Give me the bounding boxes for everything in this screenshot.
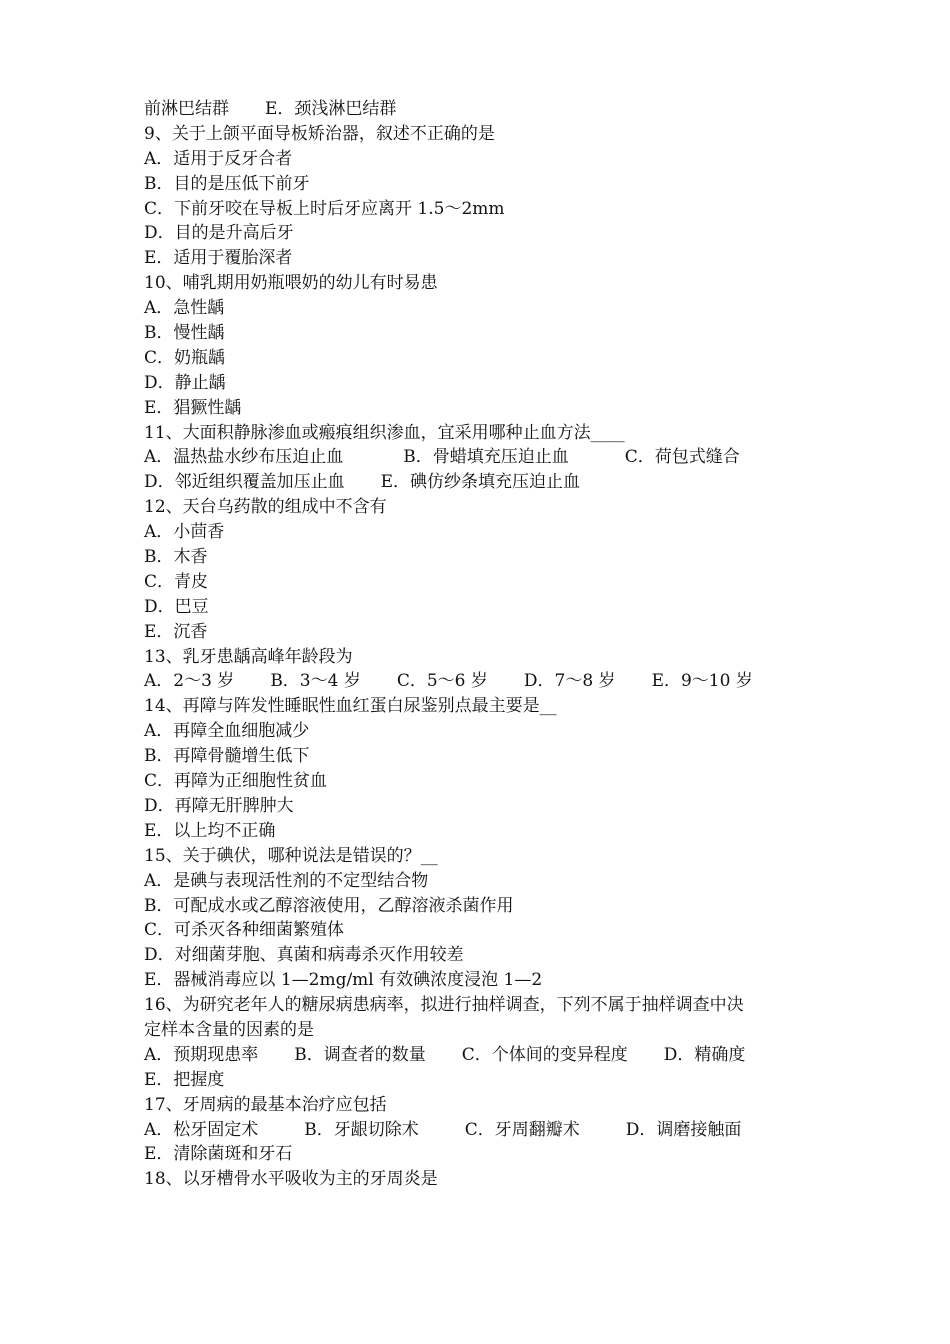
text-line [144, 421, 824, 446]
option-text: C．5～6 岁 [396, 671, 488, 692]
text-line [144, 396, 824, 421]
option-text: D．精确度 [663, 1044, 746, 1065]
line-text: 9、关于上颌平面导板矫治器，叙述不正确的是 [144, 123, 495, 144]
text-line [144, 620, 824, 645]
line-text: E．沉香 [144, 621, 208, 642]
option-text: C．荷包式缝合 [624, 447, 740, 468]
document-body [144, 97, 824, 1192]
line-text: 12、天台乌药散的组成中不含有 [144, 497, 387, 518]
text-line [144, 669, 824, 694]
text-line [144, 744, 824, 769]
line-text: A．急性龋 [144, 298, 225, 319]
text-line [144, 993, 824, 1018]
option-text: C．牙周翻瓣术 [464, 1119, 580, 1140]
option-text: C．个体间的变异程度 [461, 1044, 628, 1065]
option-text: B．骨蜡填充压迫止血 [403, 447, 569, 468]
text-line [144, 221, 824, 246]
text-line [144, 1043, 824, 1068]
line-text: 17、牙周病的最基本治疗应包括 [144, 1094, 387, 1115]
text-line [144, 943, 824, 968]
line-text: B．目的是压低下前牙 [144, 173, 310, 194]
line-text: A．松牙固定术 [144, 1119, 259, 1140]
line-text: A．再障全血细胞减少 [144, 721, 310, 742]
line-text: E．器械消毒应以 1—2mg/ml 有效碘浓度浸泡 1—2 [144, 970, 543, 991]
option-text: B．调查者的数量 [294, 1044, 426, 1065]
line-text: 15、关于碘伏，哪种说法是错误的？__ [144, 845, 438, 866]
text-line [144, 545, 824, 570]
text-line [144, 1068, 824, 1093]
line-text: C．再障为正细胞性贫血 [144, 771, 328, 792]
line-text: 11、大面积静脉渗血或瘢痕组织渗血，宜采用哪种止血方法____ [144, 422, 625, 443]
line-text: B．可配成水或乙醇溶液使用，乙醇溶液杀菌作用 [144, 895, 514, 916]
text-line [144, 122, 824, 147]
option-text: E．9～10 岁 [651, 671, 753, 692]
text-line [144, 147, 824, 172]
line-text: 14、再障与阵发性睡眠性血红蛋白尿鉴别点最主要是__ [144, 696, 557, 717]
text-line [144, 271, 824, 296]
text-line [144, 719, 824, 744]
line-text: A．温热盐水纱布压迫止血 [144, 447, 344, 468]
line-text: A．是碘与表现活性剂的不定型结合物 [144, 870, 429, 891]
text-line [144, 769, 824, 794]
text-line [144, 445, 824, 470]
line-text: C．下前牙咬在导板上时后牙应离开 1.5～2mm [144, 198, 505, 219]
line-text: E．清除菌斑和牙石 [144, 1144, 293, 1165]
line-text: A．2～3 岁 [144, 671, 235, 692]
line-text: D．巴豆 [144, 596, 209, 617]
line-text: D．对细菌芽胞、真菌和病毒杀灭作用较差 [144, 945, 464, 966]
text-line [144, 296, 824, 321]
text-line [144, 1018, 824, 1043]
text-line [144, 197, 824, 222]
text-line [144, 595, 824, 620]
line-text: D．目的是升高后牙 [144, 223, 294, 244]
option-text: E．碘仿纱条填充压迫止血 [380, 472, 581, 493]
text-line [144, 794, 824, 819]
line-text: D．邻近组织覆盖加压止血 [144, 472, 345, 493]
option-text: D．7～8 岁 [523, 671, 616, 692]
line-text: C．奶瓶龋 [144, 347, 226, 368]
line-text: B．木香 [144, 547, 208, 568]
line-text: A．适用于反牙合者 [144, 148, 293, 169]
line-text: 16、为研究老年人的糖尿病患病率，拟进行抽样调查，下列不属于抽样调查中决 [144, 995, 744, 1016]
line-text: E．猖獗性龋 [144, 397, 242, 418]
option-text: E．颈浅淋巴结群 [265, 99, 397, 119]
text-line [144, 645, 824, 670]
line-text: 18、以牙槽骨水平吸收为主的牙周炎是 [144, 1169, 438, 1190]
line-text: 定样本含量的因素的是 [144, 1019, 314, 1040]
line-text: A．预期现患率 [144, 1044, 259, 1065]
text-line [144, 819, 824, 844]
line-text: C．青皮 [144, 571, 209, 592]
text-line [144, 346, 824, 371]
line-text: D．再障无肝脾肿大 [144, 795, 294, 816]
text-line [144, 694, 824, 719]
line-text: E．以上均不正确 [144, 820, 276, 841]
line-text: B．慢性龋 [144, 323, 225, 344]
text-line [144, 570, 824, 595]
text-line [144, 1142, 824, 1167]
line-text: D．静止龋 [144, 372, 226, 393]
text-line [144, 97, 824, 122]
text-line [144, 894, 824, 919]
line-text: E．适用于覆胎深者 [144, 248, 293, 269]
line-text: E．把握度 [144, 1069, 225, 1090]
text-line [144, 470, 824, 495]
line-text: B．再障骨髓增生低下 [144, 746, 310, 767]
text-line [144, 246, 824, 271]
option-text: D．调磨接触面 [625, 1119, 742, 1140]
text-line [144, 1167, 824, 1192]
option-text: B．3～4 岁 [270, 671, 361, 692]
text-line [144, 371, 824, 396]
line-text: C．可杀灭各种细菌繁殖体 [144, 920, 345, 941]
text-line [144, 321, 824, 346]
line-text: 前淋巴结群 [144, 99, 229, 119]
text-line [144, 1118, 824, 1143]
text-line [144, 1093, 824, 1118]
text-line [144, 172, 824, 197]
line-text: A．小茴香 [144, 522, 225, 543]
text-line [144, 495, 824, 520]
text-line [144, 968, 824, 993]
option-text: B．牙龈切除术 [304, 1119, 419, 1140]
line-text: 13、乳牙患龋高峰年龄段为 [144, 646, 353, 667]
text-line [144, 520, 824, 545]
text-line [144, 869, 824, 894]
line-text: 10、哺乳期用奶瓶喂奶的幼儿有时易患 [144, 273, 438, 294]
text-line [144, 918, 824, 943]
text-line [144, 844, 824, 869]
